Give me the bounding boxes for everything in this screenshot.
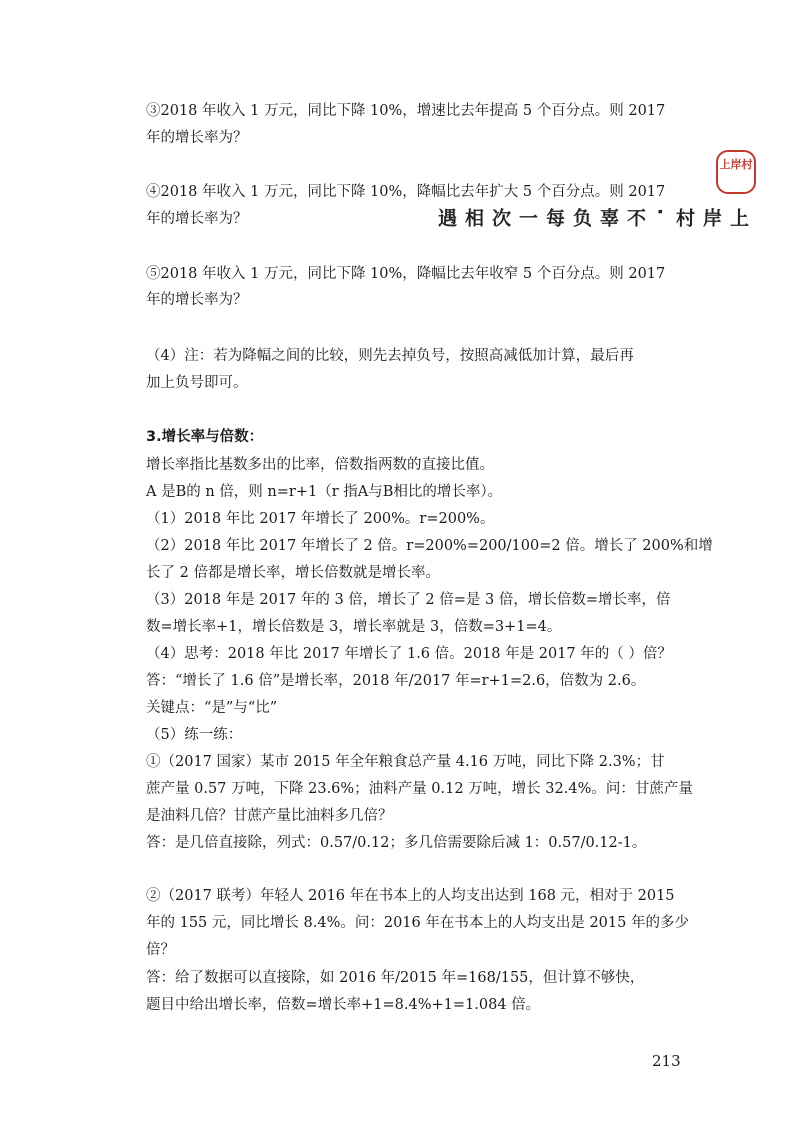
text-line: 是油料几倍？甘蔗产量比油料多几倍？: [146, 808, 393, 824]
text-line: （1）2018 年比 2017 年增长了 200%。r=200%。: [146, 511, 495, 527]
text-line: ②（2017 联考）年轻人 2016 年在书本上的人均支出达到 168 元，相对于 2015: [146, 888, 675, 904]
text-line: 数=增长率+1，增长倍数是 3，增长率就是 3，倍数=3+1=4。: [146, 619, 562, 635]
text-line: ④2018 年收入 1 万元，同比下降 10%，降幅比去年扩大 5 个百分点。则 2017: [146, 184, 666, 200]
text-line: 长了 2 倍都是增长率，增长倍数就是增长率。: [146, 565, 440, 581]
text-line: A 是B的 n 倍，则 n=r+1（r 指A与B相比的增长率）。: [146, 484, 503, 500]
text-line: 答：“增长了 1.6 倍”是增长率，2018 年/2017 年=r+1=2.6，倍数为 2.6。: [146, 673, 646, 689]
text-line: 增长率指比基数多出的比率，倍数指两数的直接比值。: [146, 457, 494, 473]
text-line: 题目中给出增长率，倍数=增长率+1=8.4%+1=1.084 倍。: [146, 997, 541, 1013]
text-line: （2）2018 年比 2017 年增长了 2 倍。r=200%=200/100=2 倍。增长了 200%和增: [146, 538, 713, 554]
text-line: ③2018 年收入 1 万元，同比下降 10%，增速比去年提高 5 个百分点。则 2017: [146, 103, 666, 119]
text-line: ⑤2018 年收入 1 万元，同比下降 10%，降幅比去年收窄 5 个百分点。则 2017: [146, 266, 666, 282]
text-line: 年的增长率为？: [146, 211, 248, 227]
vertical-slogan: 上岸村·不辜负每一次相遇: [435, 208, 749, 230]
text-line: ①（2017 国家）某市 2015 年全年粮食总产量 4.16 万吨，同比下降 2.3%；甘: [146, 754, 665, 770]
text-line: 年的增长率为？: [146, 130, 248, 146]
text-line: 年的增长率为？: [146, 292, 248, 308]
text-line: （4）思考：2018 年比 2017 年增长了 1.6 倍。2018 年是 2017 年的（ ）倍？: [146, 646, 672, 662]
text-line: 答：给了数据可以直接除，如 2016 年/2015 年=168/155，但计算不够快，: [146, 970, 645, 986]
text-line: 加上负号即可。: [146, 375, 248, 391]
text-line: 倍？: [146, 942, 175, 958]
text-line: （4）注：若为降幅之间的比较，则先去掉负号，按照高减低加计算，最后再: [146, 348, 634, 364]
page-number: 213: [652, 1052, 681, 1070]
section-heading: 3.增长率与倍数：: [146, 429, 264, 445]
text-line: （5）练一练：: [146, 727, 243, 743]
text-line: （3）2018 年是 2017 年的 3 倍，增长了 2 倍=是 3 倍，增长倍数=增长率，倍: [146, 592, 671, 608]
text-line: 答：是几倍直接除，列式：0.57/0.12；多几倍需要除后减 1：0.57/0.12-1。: [146, 835, 647, 851]
text-line: 关键点：“是”与“比”: [146, 700, 278, 716]
text-line: 蔗产量 0.57 万吨，下降 23.6%；油料产量 0.12 万吨，增长 32.4%。问：甘蔗产量: [146, 781, 693, 797]
logo-seal: 上岸村: [716, 150, 756, 194]
text-line: 年的 155 元，同比增长 8.4%。问：2016 年在书本上的人均支出是 2015 年的多少: [146, 915, 689, 931]
